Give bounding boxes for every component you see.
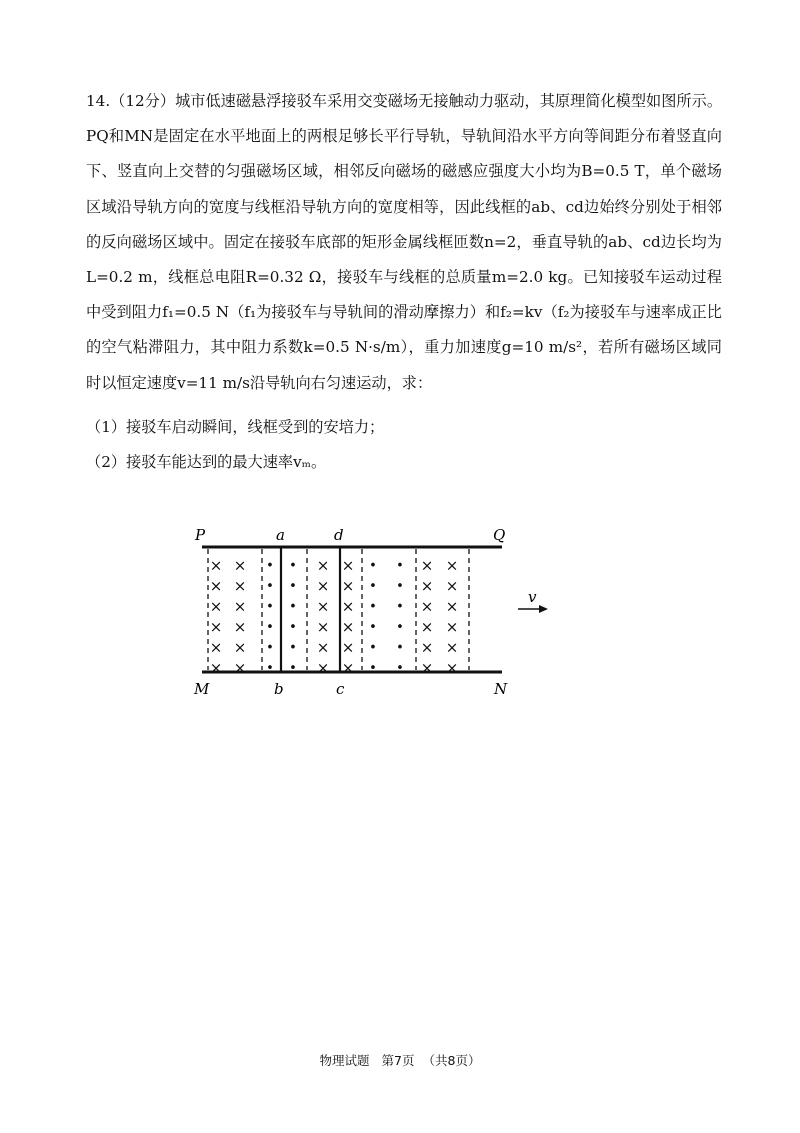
field-out-symbol: • (396, 558, 404, 574)
field-into-symbol: × (420, 638, 434, 657)
question-1: （1）接驳车启动瞬间，线框受到的安培力； (86, 418, 385, 436)
label-M: M (194, 680, 210, 698)
field-out-symbol: • (396, 640, 404, 656)
page-footer (0, 1051, 800, 1069)
field-out-symbol: • (289, 579, 297, 594)
field-out-symbol: • (369, 599, 377, 615)
field-into-symbol: × (445, 577, 459, 595)
field-out-symbol: • (266, 640, 274, 656)
field-into-symbol: × (316, 618, 330, 636)
field-out-symbol: • (266, 620, 274, 635)
figure-svg (190, 520, 570, 700)
field-into-symbol: × (316, 577, 330, 595)
field-out-symbol: • (266, 599, 274, 615)
field-into-symbol: × (341, 556, 355, 575)
field-out-symbol: • (396, 599, 404, 615)
field-out-symbol: • (369, 661, 377, 676)
field-into-symbol: × (445, 638, 459, 657)
problem-text: 城市低速磁悬浮接驳车采用交变磁场无接触动力驱动，其原理简化模型如图所示。PQ和MN是固定在水平地面上的两根足够长平行导轨，导轨间沿水平方向等间距分布着竖直向下、竖直向上交替的匀强磁场区域，相邻反向磁场的磁感应强度大小均为B=0.5 T，单个磁场区域沿导轨方向的宽度与线框沿导轨方向的宽度相等，因此线框的ab、cd边始终分别处于相邻的反向磁场区域中。固定在接驳车底部的矩形金属线框匝数n=2，垂直导轨的ab、cd边长均为L=0.2 m，线框总电阻R=0.32 Ω，接驳车与线框的总质量m=2.0 kg。已知接驳车运动过程中受到阻力f₁=0.5 N（f₁为接驳车与导轨间的滑动摩擦力）和f₂=kv（f₂为接驳车与速率成正比的空气粘滞阻力，其中阻力系数k=0.5 N·s/m），重力加速度g=10 m/s²，若所有磁场区域同时以恒定速度v=11 m/s沿导轨向右匀速运动，求： (86, 92, 723, 392)
field-symbols (210, 557, 459, 678)
label-P: P (195, 526, 206, 544)
field-out-symbol: • (266, 579, 274, 594)
label-Q: Q (493, 526, 506, 544)
velocity-arrow-head (539, 605, 548, 613)
label-v: v (528, 588, 537, 606)
field-into-symbol: × (316, 659, 330, 677)
field-out-symbol: • (396, 579, 404, 594)
field-into-symbol: × (233, 659, 247, 677)
label-a: a (276, 526, 285, 544)
field-out-symbol: • (289, 661, 297, 676)
field-into-symbol: × (209, 659, 223, 677)
footer-page: 第7页 (381, 1053, 415, 1068)
field-out-symbol: • (396, 661, 404, 676)
field-into-symbol: × (341, 597, 355, 616)
field-into-symbol: × (420, 618, 434, 636)
field-out-symbol: • (369, 579, 377, 594)
field-into-symbol: × (316, 638, 330, 657)
field-into-symbol: × (316, 597, 330, 616)
problem-statement (86, 84, 722, 401)
field-out-symbol: • (289, 620, 297, 635)
field-out-symbol: • (396, 620, 404, 635)
field-into-symbol: × (316, 556, 330, 575)
field-out-symbol: • (369, 558, 377, 574)
field-out-symbol: • (266, 558, 274, 574)
label-N: N (494, 680, 508, 698)
field-into-symbol: × (420, 597, 434, 616)
field-out-symbol: • (289, 599, 297, 615)
field-into-symbol: × (209, 638, 223, 657)
problem-number: 14. (86, 92, 111, 110)
field-into-symbol: × (341, 577, 355, 595)
problem-score: （12分） (110, 92, 176, 110)
field-out-symbol: • (369, 620, 377, 635)
field-into-symbol: × (209, 618, 223, 636)
field-into-symbol: × (445, 618, 459, 636)
footer-total: （共8页） (422, 1053, 481, 1068)
field-into-symbol: × (445, 659, 459, 677)
field-into-symbol: × (209, 577, 223, 595)
field-into-symbol: × (233, 597, 247, 616)
field-into-symbol: × (233, 577, 247, 595)
field-out-symbol: • (266, 661, 274, 676)
field-into-symbol: × (420, 556, 434, 575)
field-into-symbol: × (233, 618, 247, 636)
field-into-symbol: × (209, 556, 223, 575)
field-out-symbol: • (289, 558, 297, 574)
label-d: d (334, 526, 344, 544)
field-into-symbol: × (341, 659, 355, 677)
magnetic-track-figure (190, 520, 570, 700)
field-into-symbol: × (420, 659, 434, 677)
question-2: （2）接驳车能达到的最大速率vₘ。 (86, 453, 327, 471)
label-b: b (274, 680, 284, 698)
field-into-symbol: × (341, 638, 355, 657)
footer-subject: 物理试题 (319, 1053, 370, 1068)
field-into-symbol: × (209, 597, 223, 616)
field-into-symbol: × (341, 618, 355, 636)
field-into-symbol: × (445, 597, 459, 616)
field-into-symbol: × (233, 556, 247, 575)
field-into-symbol: × (420, 577, 434, 595)
field-into-symbol: × (233, 638, 247, 657)
label-c: c (336, 680, 345, 698)
field-out-symbol: • (289, 640, 297, 656)
field-out-symbol: • (369, 640, 377, 656)
field-into-symbol: × (445, 556, 459, 575)
